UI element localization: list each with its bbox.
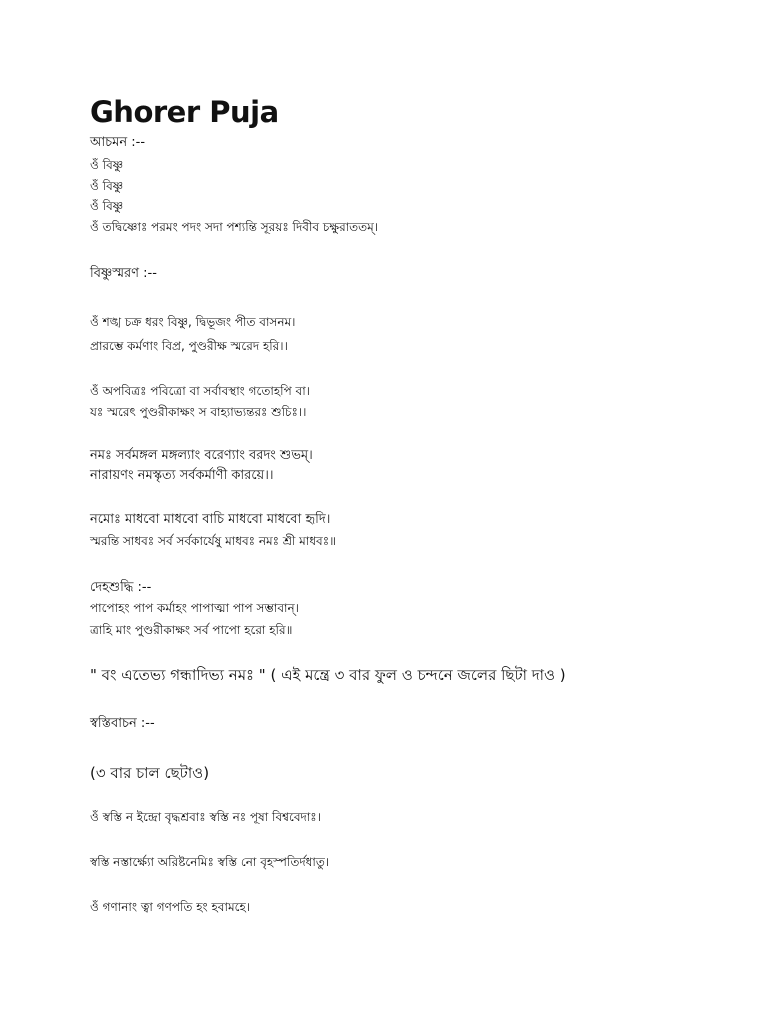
mantra-line: ওঁ গণানাং ত্বা গণপতি হং হবামহে। bbox=[90, 900, 251, 914]
mantra-line: ওঁ তদ্বিষ্ণোঃ পরমং পদং সদা পশ্যন্তি সূরয়ঃ দিবীব চক্ষুরাততম্। bbox=[90, 220, 379, 234]
section-heading-vishnu-smaran: বিষ্ণুস্মরণ :-- bbox=[90, 266, 157, 281]
mantra-line: ওঁ বিষ্ণু bbox=[90, 199, 124, 213]
mantra-line: প্রারম্ভে কর্মণাং বিপ্র, পুণ্ডরীক্ষ স্মরেদ হরি।। bbox=[90, 339, 288, 353]
mantra-line: ত্রাহি মাং পুণ্ডরীকাক্ষং সর্ব পাপো হরো হরি॥ bbox=[90, 623, 293, 637]
section-heading-dehashuddhi: দেহশুদ্ধি :-- bbox=[90, 580, 152, 595]
mantra-line: যঃ স্মরেৎ পুণ্ডরীকাক্ষং স বাহ্যাভ্যন্তরঃ শুচিঃ।। bbox=[90, 405, 307, 419]
instruction-line: (৩ বার চাল ছেটাও) bbox=[90, 764, 210, 782]
mantra-line: নমঃ সর্বমঙ্গল মঙ্গল্যাং বরেণ্যাং বরদং শুভম্। bbox=[90, 448, 313, 463]
page-title: Ghorer Puja bbox=[90, 95, 279, 129]
mantra-line: ওঁ অপবিত্রঃ পবিত্রো বা সর্বাবস্থাং গতোহপি বা। bbox=[90, 384, 310, 398]
mantra-line: পাপোহং পাপ কর্মাহং পাপাত্মা পাপ সম্ভাবান্। bbox=[90, 601, 299, 615]
section-heading-swastibachan: স্বস্তিবাচন :-- bbox=[90, 716, 155, 731]
mantra-line: স্বস্তি নস্তার্ক্ষ্যো অরিষ্টনেমিঃ স্বস্তি নো বৃহস্পতির্দধাতু। bbox=[90, 855, 330, 869]
mantra-line: নমোঃ মাধবো মাধবো বাচি মাধবো মাধবো হৃদি। bbox=[90, 512, 331, 527]
section-heading-achaman: আচমন :-- bbox=[90, 135, 146, 150]
mantra-line: ওঁ শঙ্খ চক্র ধরং বিষ্ণু, দ্বিভূজং পীত বাসনম। bbox=[90, 315, 296, 329]
mantra-line: ওঁ বিষ্ণু bbox=[90, 158, 124, 172]
mantra-line: স্মরন্তি সাধবঃ সর্ব সর্বকার্যেষু মাধবঃ নমঃ শ্রী মাধবঃ॥ bbox=[90, 534, 336, 548]
mantra-line: ওঁ স্বস্তি ন ইন্দ্রো বৃদ্ধশ্রবাঃ স্বস্তি নঃ পূষা বিশ্ববেদাঃ। bbox=[90, 810, 321, 824]
mantra-line: ওঁ বিষ্ণু bbox=[90, 179, 124, 193]
mantra-line: নারায়ণং নমস্কৃত্য সর্বকর্মাণী কারয়ে।। bbox=[90, 468, 274, 483]
instruction-line: " বং এতেভ্য গন্ধাদিভ্য নমঃ " ( এই মন্ত্রে ৩ বার ফুল ও চন্দনে জলের ছিটা দাও ) bbox=[90, 666, 566, 684]
